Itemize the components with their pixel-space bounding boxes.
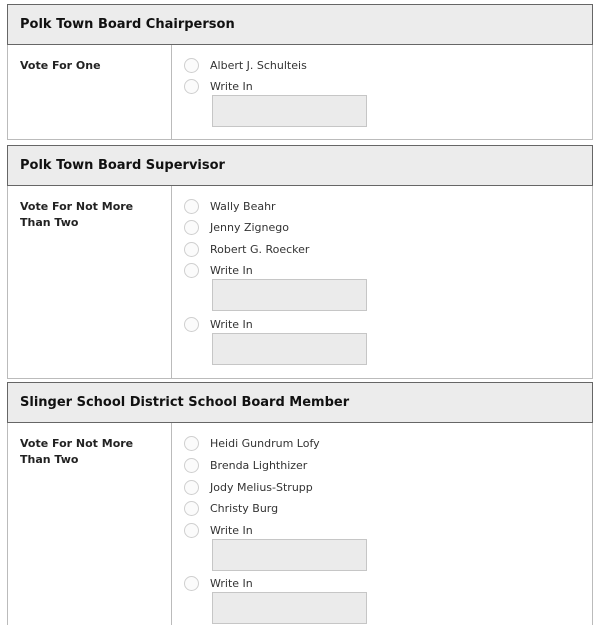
write-in-input[interactable]	[212, 539, 367, 571]
candidate-radio[interactable]	[184, 58, 199, 73]
race-body	[7, 186, 593, 379]
candidate-label: Heidi Gundrum Lofy	[210, 436, 320, 450]
write-in-input[interactable]	[212, 95, 367, 127]
race-body	[7, 423, 593, 625]
write-in-option[interactable]	[184, 574, 253, 592]
candidate-label: Albert J. Schulteis	[210, 58, 307, 72]
column-divider	[171, 423, 172, 625]
race-body	[7, 45, 593, 140]
write-in-input[interactable]	[212, 592, 367, 624]
write-in-label: Write In	[210, 317, 253, 331]
vote-instruction: Vote For One	[20, 59, 101, 72]
race-title: Polk Town Board Supervisor	[7, 145, 593, 186]
column-divider	[171, 186, 172, 378]
candidate-radio[interactable]	[184, 458, 199, 473]
race-section	[7, 4, 593, 140]
write-in-label: Write In	[210, 523, 253, 537]
write-in-option[interactable]	[184, 315, 253, 333]
candidate-label: Jenny Zignego	[210, 220, 289, 234]
write-in-label: Write In	[210, 263, 253, 277]
candidate-option[interactable]	[184, 434, 320, 452]
candidate-option[interactable]	[184, 478, 313, 496]
candidate-option[interactable]	[184, 240, 309, 258]
write-in-radio[interactable]	[184, 263, 199, 278]
vote-instruction: Vote For Not More Than Two	[20, 437, 134, 466]
candidate-option[interactable]	[184, 197, 276, 215]
candidate-option[interactable]	[184, 499, 278, 517]
race-section	[7, 382, 593, 625]
race-title: Slinger School District School Board Member	[7, 382, 593, 423]
write-in-option[interactable]	[184, 77, 253, 95]
write-in-radio[interactable]	[184, 317, 199, 332]
write-in-label: Write In	[210, 576, 253, 590]
write-in-label: Write In	[210, 79, 253, 93]
candidate-option[interactable]	[184, 56, 307, 74]
candidate-radio[interactable]	[184, 199, 199, 214]
column-divider	[171, 45, 172, 139]
write-in-input[interactable]	[212, 333, 367, 365]
candidate-label: Wally Beahr	[210, 199, 276, 213]
candidate-radio[interactable]	[184, 480, 199, 495]
write-in-radio[interactable]	[184, 79, 199, 94]
candidate-option[interactable]	[184, 218, 289, 236]
candidate-label: Robert G. Roecker	[210, 242, 310, 256]
write-in-option[interactable]	[184, 521, 253, 539]
candidate-radio[interactable]	[184, 242, 199, 257]
candidate-label: Christy Burg	[210, 501, 279, 515]
candidate-radio[interactable]	[184, 501, 199, 516]
write-in-option[interactable]	[184, 261, 253, 279]
candidate-radio[interactable]	[184, 436, 199, 451]
write-in-radio[interactable]	[184, 576, 199, 591]
race-section	[7, 145, 593, 379]
candidate-option[interactable]	[184, 456, 307, 474]
race-title: Polk Town Board Chairperson	[7, 4, 593, 45]
vote-instruction: Vote For Not More Than Two	[20, 200, 134, 229]
write-in-radio[interactable]	[184, 523, 199, 538]
candidate-label: Brenda Lighthizer	[210, 458, 308, 472]
write-in-input[interactable]	[212, 279, 367, 311]
candidate-label: Jody Melius-Strupp	[210, 480, 313, 494]
candidate-radio[interactable]	[184, 220, 199, 235]
